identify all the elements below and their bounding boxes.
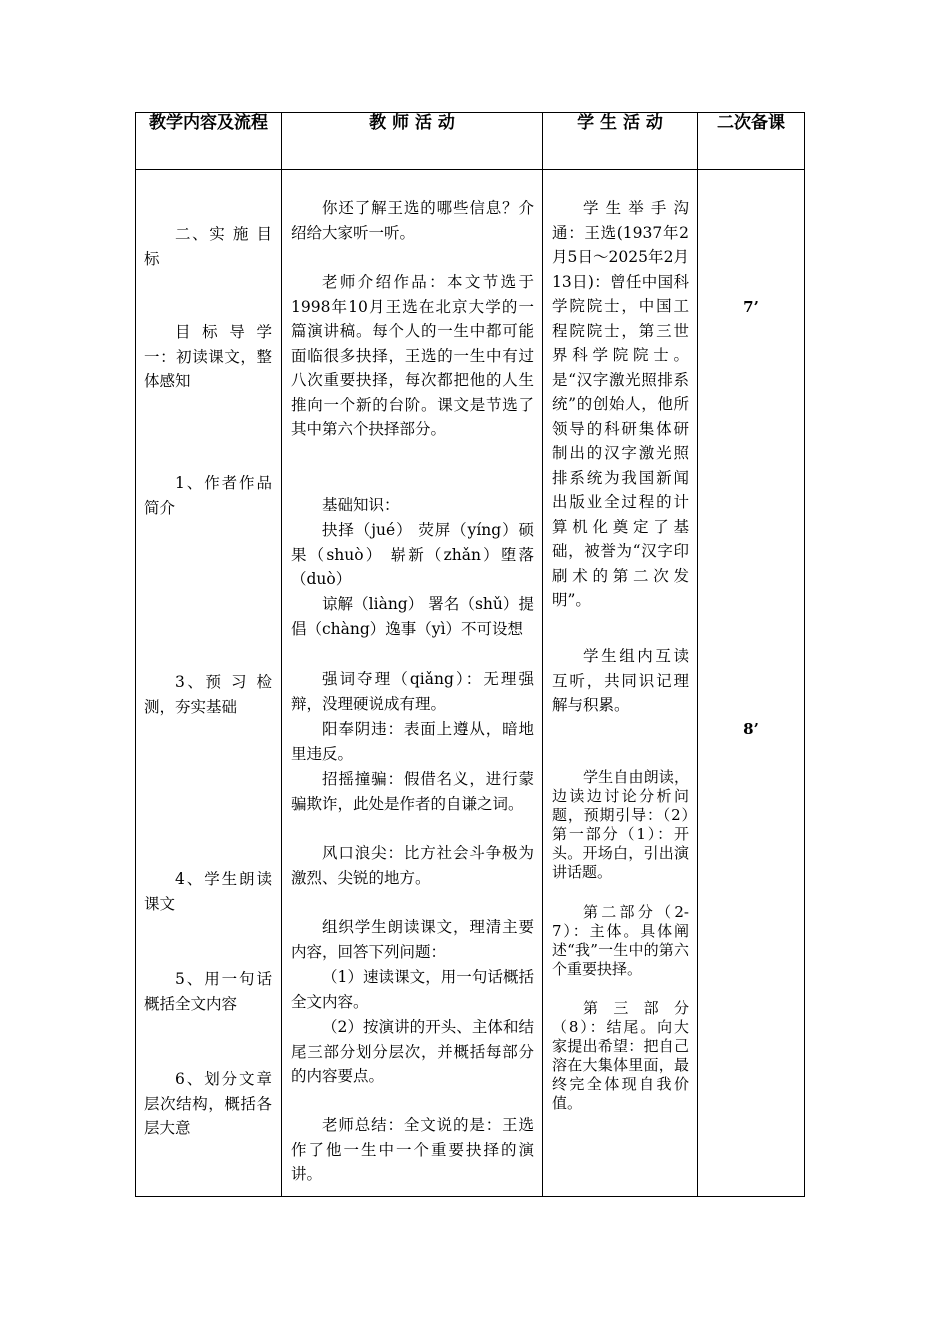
student-group-reading: 学生组内互读互听，共同识记理解与积累。: [552, 647, 689, 714]
content-item-one-sentence-summary: 5、用一句话概括全文内容: [144, 970, 272, 1013]
header-second-preparation-label: 二次备课: [717, 113, 785, 133]
header-student-activity-label: 学 生 活 动: [577, 113, 663, 133]
teacher-idiom-qiangci: 强词夺理（qiǎng）：无理强辩，没理硬说成有理。: [291, 670, 534, 713]
teacher-question-two: （2）按演讲的开头、主体和结尾三部分划分层次，并概括每部分的内容要点。: [291, 1018, 534, 1085]
teacher-pinyin-list-one: 抉择（jué） 荧屏（yíng）硕果（shuò） 崭新（zhǎn）堕落（duò）: [291, 521, 534, 588]
teacher-organize-reading: 组织学生朗读课文，理清主要内容，回答下列问题：: [291, 918, 534, 961]
content-column: [136, 170, 282, 1197]
content-item-implement-goals: 二、实 施 目标: [144, 225, 272, 268]
student-share-wang-xuan: 学生举手沟通：王选(1937年2月5日～2025年2月13日)：曾任中国科学院院士，中国工程院院士，第三世界科学院院士。是“汉字激光照排系统”的创始人，他所领导的科研集体研制出的汉字激光照排系统为我国新闻出版业全过程的计算机化奠定了基础，被誉为“汉字印刷术的第二次发明”。: [552, 199, 689, 609]
header-content-process: [136, 113, 282, 170]
content-item-author-intro: 1、作者作品简介: [144, 474, 272, 517]
student-part-three: 第 三 部 分（8）：结尾。向大家提出希望：把自己溶在大集体里面，最终完全体现自我价值。: [552, 999, 689, 1112]
header-row: [136, 113, 805, 170]
teacher-idiom-fengkou: 风口浪尖：比方社会斗争极为激烈、尖锐的地方。: [291, 844, 534, 887]
teacher-basic-knowledge-title: 基础知识：: [322, 496, 400, 514]
time-mark-eight: 8’: [743, 720, 759, 738]
body-row: [136, 170, 805, 1197]
header-teacher-activity-label: 教 师 活 动: [369, 113, 455, 133]
header-student-activity: [543, 113, 698, 170]
header-teacher-activity: [282, 113, 543, 170]
content-item-reading-aloud: 4、学生朗读课文: [144, 870, 272, 913]
content-item-structure-division: 6、划分文章层次结构，概括各层大意: [144, 1070, 272, 1137]
student-reading-discussion: 学生自由朗读，边读边讨论分析问题，预期引导：（2）第一部分（1）：开头。开场白，引出演讲话题。: [552, 768, 689, 881]
teacher-summary: 老师总结：全文说的是：王选作了他一生中一个重要抉择的演讲。: [291, 1116, 534, 1183]
student-part-two: 第二部分（2-7）：主体。具体阐述“我”一生中的第六个重要抉择。: [552, 903, 689, 978]
header-second-preparation: [698, 113, 805, 170]
teacher-idiom-zhaoyao: 招摇撞骗：假借名义，进行蒙骗欺诈，此处是作者的自谦之词。: [291, 770, 534, 813]
teacher-work-introduction: 老师介绍作品：本文节选于1998年10月王选在北京大学的一篇演讲稿。每个人的一生中都可能面临很多抉择，王选的一生中有过八次重要抉择，每次都把他的人生推向一个新的台阶。课文是节选了其中第六个抉择部分。: [291, 273, 534, 438]
teacher-activity-column: [282, 170, 543, 1197]
lesson-plan-table: [135, 112, 805, 1197]
content-item-guide-one: 目 标 导 学一：初读课文，整体感知: [144, 323, 272, 390]
header-content-process-label: 教学内容及流程: [149, 113, 268, 133]
teacher-question-one: （1）速读课文，用一句话概括全文内容。: [291, 968, 534, 1011]
content-item-preview-check: 3、预 习 检测，夯实基础: [144, 673, 272, 716]
teacher-pinyin-list-two: 谅解（liàng） 署名（shǔ）提倡（chàng）逸事（yì）不可设想: [291, 595, 534, 638]
time-mark-seven: 7’: [743, 298, 759, 316]
student-activity-column: [543, 170, 698, 1197]
second-preparation-column: [698, 170, 805, 1197]
teacher-question-wang-xuan: 你还了解王选的哪些信息？介绍给大家听一听。: [291, 199, 534, 242]
teacher-idiom-yangfeng: 阳奉阴违：表面上遵从，暗地里违反。: [291, 720, 534, 763]
